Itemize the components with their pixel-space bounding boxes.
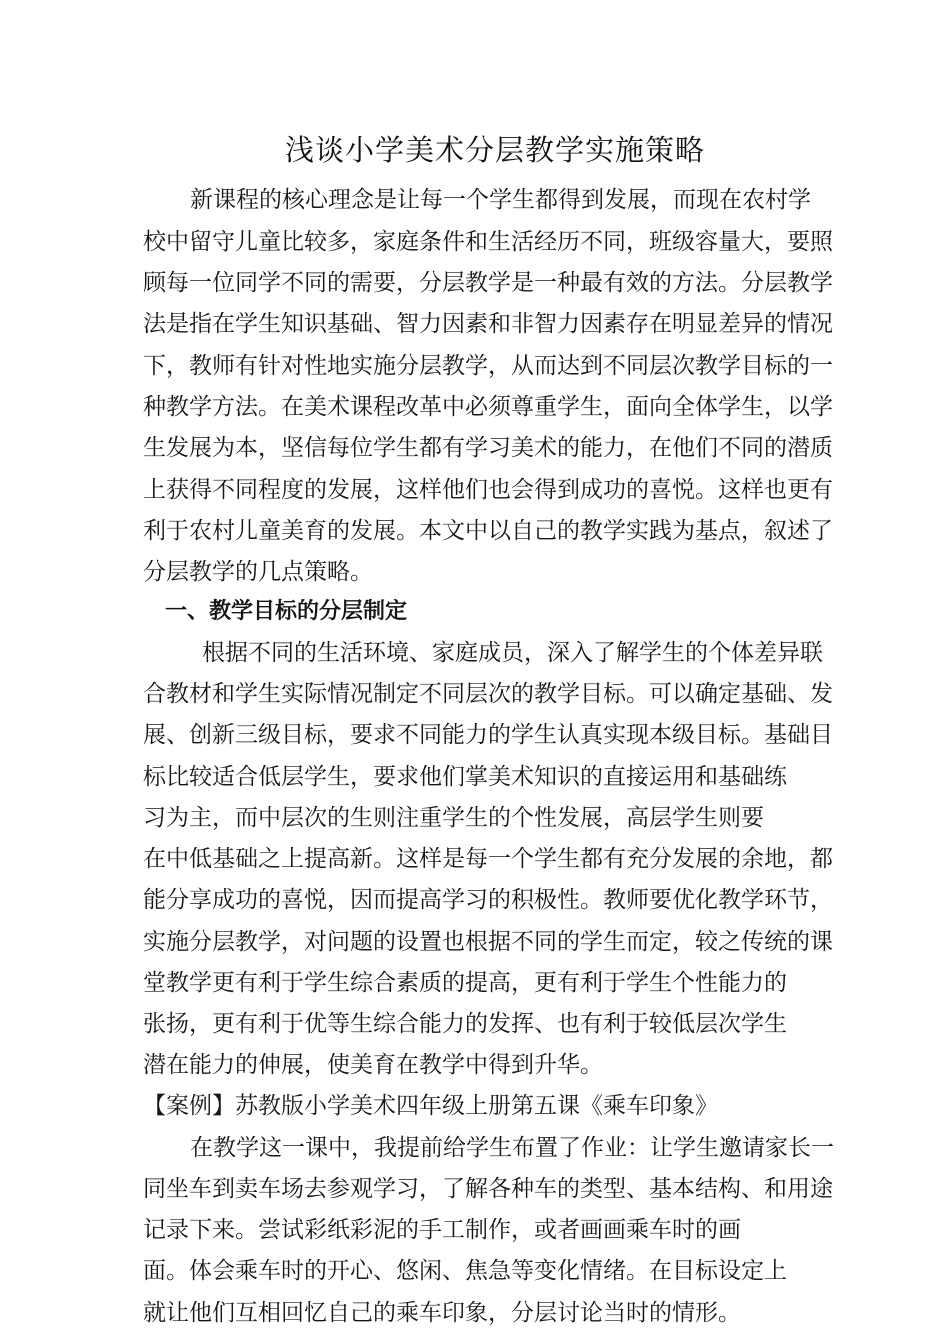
section-heading: 一、教学目标的分层制定 [165,599,408,624]
case-line: 同坐车到卖车场去参观学习，了解各种车的类型、基本结构、和用途 [143,1176,833,1202]
intro-line: 分层教学的几点策略。 [143,559,373,585]
intro-line: 顾每一位同学不同的需要，分层教学是一种最有效的方法。分层教学 [143,270,833,296]
case-line: 记录下来。尝试彩纸彩泥的手工制作，或者画画乘车时的画 [143,1217,741,1243]
section-line: 潜在能力的伸展，使美育在教学中得到升华。 [143,1052,603,1078]
section-line: 能分享成功的喜悦，因而提高学习的积极性。教师要优化教学环节， [143,887,833,913]
section-line: 根据不同的生活环境、家庭成员，深入了解学生的个体差异联 [202,640,823,666]
section-line: 实施分层教学，对问题的设置也根据不同的学生而定，较之传统的课 [143,929,833,955]
intro-line: 校中留守儿童比较多，家庭条件和生活经历不同，班级容量大，要照 [143,229,833,255]
intro-line: 种教学方法。在美术课程改革中必须尊重学生，面向全体学生，以学 [143,394,833,420]
intro-line: 利于农村儿童美育的发展。本文中以自己的教学实践为基点，叙述了 [143,518,833,544]
section-line: 习为主，而中层次的生则注重学生的个性发展，高层学生则要 [143,805,764,831]
case-line: 在教学这一课中，我提前给学生布置了作业：让学生邀请家长一 [190,1135,834,1161]
section-line: 在中低基础之上提高新。这样是每一个学生都有充分发展的余地，都 [143,846,833,872]
case-line: 就让他们互相回忆自己的乘车印象，分层讨论当时的情形。 [143,1300,741,1326]
section-line: 张扬，更有利于优等生综合能力的发挥、也有利于较低层次学生 [143,1011,787,1037]
section-line: 合教材和学生实际情况制定不同层次的教学目标。可以确定基础、发 [143,681,833,707]
document-title: 浅谈小学美术分层教学实施策略 [284,133,705,167]
section-line: 展、创新三级目标，要求不同能力的学生认真实现本级目标。基础目 [143,722,833,748]
intro-line: 新课程的核心理念是让每一个学生都得到发展，而现在农村学 [190,187,811,213]
intro-line: 上获得不同程度的发展，这样他们也会得到成功的喜悦。这样也更有 [143,477,833,503]
case-line: 面。体会乘车时的开心、悠闲、焦急等变化情绪。在目标设定上 [143,1258,787,1284]
section-line: 堂教学更有利于学生综合素质的提高，更有利于学生个性能力的 [143,970,787,996]
intro-line: 生发展为本，坚信每位学生都有学习美术的能力，在他们不同的潜质 [143,435,833,461]
intro-line: 下，教师有针对性地实施分层教学，从而达到不同层次教学目标的一 [143,353,833,379]
section-line: 标比较适合低层学生，要求他们掌美术知识的直接运用和基础练 [143,764,787,790]
case-heading: 【案例】苏教版小学美术四年级上册第五课《乘车印象》 [143,1093,718,1119]
intro-line: 法是指在学生知识基础、智力因素和非智力因素存在明显差异的情况 [143,311,833,337]
